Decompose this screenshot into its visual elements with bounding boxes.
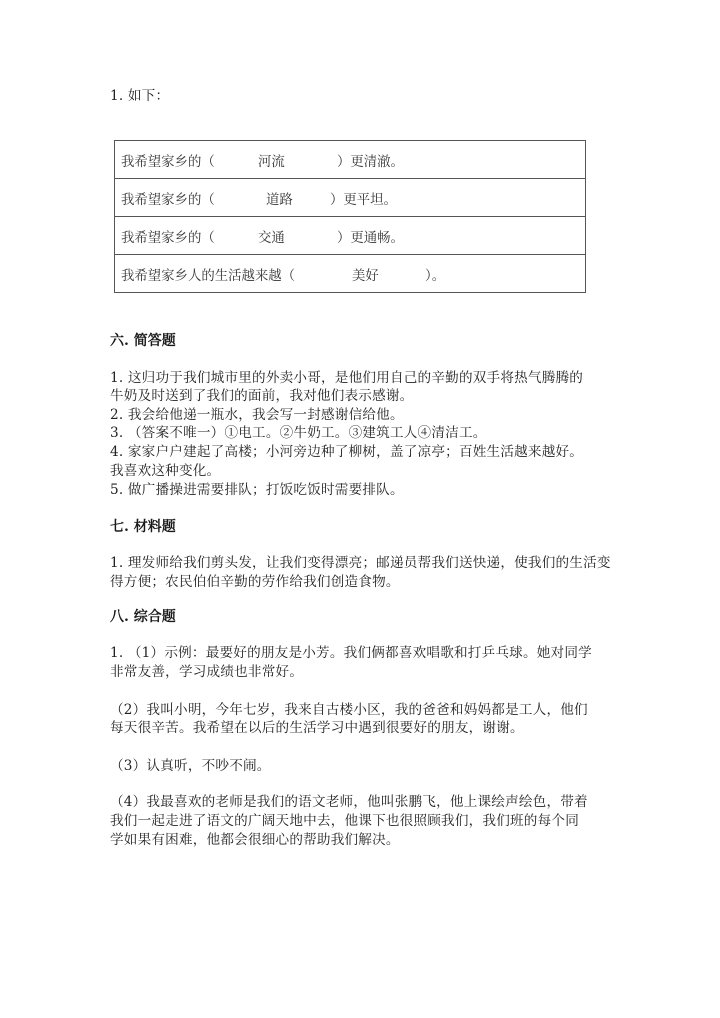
row-prefix: 我希望家乡的（ bbox=[121, 193, 215, 208]
row-answer: 美好 bbox=[352, 269, 379, 284]
row-prefix: 我希望家乡的（ bbox=[121, 155, 215, 170]
answer-line: 1. 这归功于我们城市里的外卖小哥，是他们用自己的辛勤的双手将热气腾腾的 bbox=[110, 370, 584, 386]
answer-line: （4）我最喜欢的老师是我们的语文老师，他叫张鹏飞，他上课绘声绘色，带着 bbox=[110, 794, 588, 810]
row-prefix: 我希望家乡人的生活越来越（ bbox=[121, 269, 296, 284]
answer-line: 非常友善，学习成绩也非常好。 bbox=[110, 664, 304, 680]
answer-line: 学如果有困难，他都会很细心的帮助我们解决。 bbox=[110, 832, 400, 848]
table-row bbox=[115, 141, 585, 179]
answer-line: 我喜欢这种变化。 bbox=[110, 463, 221, 479]
section-heading: 八. 综合题 bbox=[110, 609, 176, 625]
answer-table bbox=[114, 140, 586, 293]
answer-line: 我们一起走进了语文的广阔天地中去，他课下也很照顾我们，我们班的每个同 bbox=[110, 813, 579, 829]
row-suffix: ）。 bbox=[425, 269, 446, 284]
row-suffix: ）更通畅。 bbox=[337, 231, 404, 246]
answer-line: 每天很辛苦。我希望在以后的生活学习中遇到很要好的朋友，谢谢。 bbox=[110, 720, 524, 736]
answer-line: 1. 理发师给我们剪头发，让我们变得漂亮；邮递员帮我们送快递，使我们的生活变 bbox=[110, 555, 611, 571]
row-suffix: ）更平坦。 bbox=[330, 193, 397, 208]
answer-line: 2. 我会给他递一瓶水，我会写一封感谢信给他。 bbox=[110, 407, 404, 423]
answer-line: 5. 做广播操进需要排队；打饭吃饭时需要排队。 bbox=[110, 482, 404, 498]
answer-line: 3. （答案不唯一）①电工。②牛奶工。③建筑工人④清洁工。 bbox=[110, 425, 487, 441]
row-answer: 交通 bbox=[258, 231, 285, 246]
answer-line: 1. （1）示例：最要好的朋友是小芳。我们俩都喜欢唱歌和打乒乓球。她对同学 bbox=[110, 645, 592, 661]
answer-line: 4. 家家户户建起了高楼；小河旁边种了柳树，盖了凉亭；百姓生活越来越好。 bbox=[110, 444, 584, 460]
answer-line: （3）认真听，不吵不闹。 bbox=[110, 758, 271, 774]
row-suffix: ）更清澈。 bbox=[337, 155, 404, 170]
section-heading: 六. 简答题 bbox=[110, 333, 176, 349]
answer-line: 牛奶及时送到了我们的面前，我对他们表示感谢。 bbox=[110, 388, 414, 404]
answer-line: 得方便；农民伯伯辛勤的劳作给我们创造食物。 bbox=[110, 574, 400, 590]
section-heading: 七. 材料题 bbox=[110, 519, 176, 535]
intro-text: 1. 如下： bbox=[110, 88, 170, 104]
row-prefix: 我希望家乡的（ bbox=[121, 231, 215, 246]
table-row bbox=[115, 255, 585, 292]
row-answer: 道路 bbox=[266, 193, 293, 208]
table-row bbox=[115, 217, 585, 255]
answer-line: （2）我叫小明，今年七岁，我来自古楼小区，我的爸爸和妈妈都是工人，他们 bbox=[110, 702, 588, 718]
table-row bbox=[115, 179, 585, 217]
row-answer: 河流 bbox=[258, 155, 285, 170]
